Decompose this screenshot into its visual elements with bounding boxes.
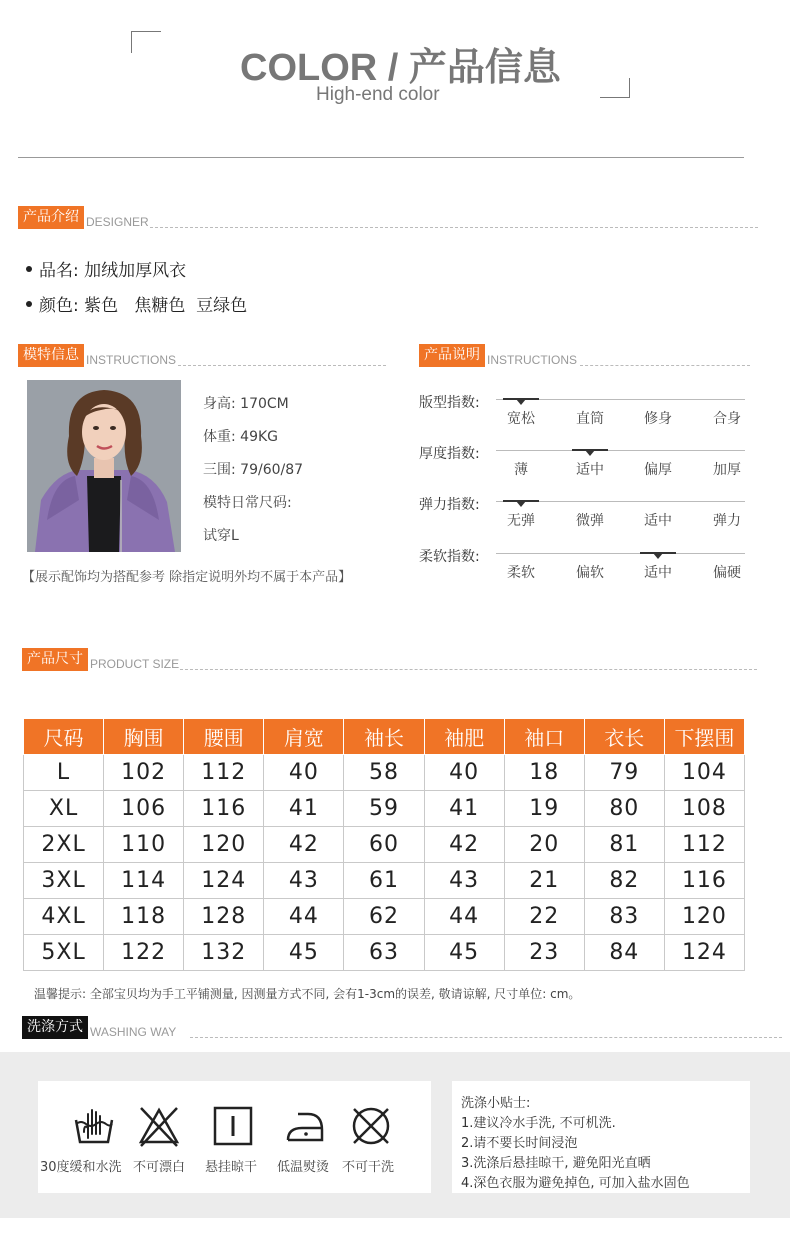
size-header-cell: 袖口: [504, 719, 584, 755]
index-title: 弹力指数:: [419, 497, 480, 513]
section-label: 产品说明: [419, 344, 485, 367]
section-divider: [178, 365, 386, 366]
size-cell: 23: [504, 935, 584, 971]
index-option: 薄: [514, 462, 528, 478]
index-option: 适中: [644, 513, 672, 529]
size-cell: 110: [104, 827, 184, 863]
model-photo: [27, 380, 181, 552]
section-label-en: PRODUCT SIZE: [90, 657, 180, 671]
section-divider: [190, 1037, 782, 1038]
wash-caption: 低温熨烫: [277, 1160, 330, 1175]
size-cell: XL: [24, 791, 104, 827]
size-cell: 114: [104, 863, 184, 899]
size-cell: 128: [184, 899, 264, 935]
index-option: 修身: [644, 411, 672, 427]
size-cell: 59: [344, 791, 424, 827]
size-cell: 84: [584, 935, 664, 971]
product-name-text: 品名: 加绒加厚风衣: [39, 261, 187, 281]
size-cell: 61: [344, 863, 424, 899]
index-option: 无弹: [507, 513, 535, 529]
index-scale-line: [496, 450, 745, 451]
size-cell: 44: [424, 899, 504, 935]
size-cell: 22: [504, 899, 584, 935]
model-height: 身高: 170CM: [203, 396, 289, 412]
size-cell: 2XL: [24, 827, 104, 863]
wash-tip-item: 4.深色衣服为避免掉色, 可加入盐水固色: [461, 1176, 690, 1191]
size-cell: 42: [264, 827, 344, 863]
table-row: [24, 935, 745, 971]
size-cell: 116: [664, 863, 744, 899]
table-row: [24, 791, 745, 827]
section-tag-wash: [22, 1016, 176, 1039]
corner-bracket-bottom-right: [600, 78, 630, 98]
size-cell: 42: [424, 827, 504, 863]
wash-tip-item: 2.请不要长时间浸泡: [461, 1136, 578, 1151]
index-option: 偏厚: [644, 462, 672, 478]
size-cell: 106: [104, 791, 184, 827]
size-cell: 21: [504, 863, 584, 899]
size-cell: 112: [664, 827, 744, 863]
size-cell: 122: [104, 935, 184, 971]
size-header-cell: 胸围: [104, 719, 184, 755]
size-cell: 118: [104, 899, 184, 935]
index-option: 柔软: [507, 565, 535, 581]
page-subtitle: High-end color: [316, 84, 440, 105]
size-cell: 45: [424, 935, 504, 971]
size-cell: 3XL: [24, 863, 104, 899]
section-divider: [580, 365, 750, 366]
index-pointer-icon: [653, 553, 663, 559]
size-cell: L: [24, 755, 104, 791]
size-header-cell: 袖肥: [424, 719, 504, 755]
model-weight: 体重: 49KG: [203, 429, 279, 445]
model-measurements: 三围: 79/60/87: [203, 462, 304, 478]
index-option: 直筒: [576, 411, 604, 427]
bullet-icon: [26, 301, 32, 307]
size-header-cell: 肩宽: [264, 719, 344, 755]
index-option: 合身: [713, 411, 741, 427]
size-cell: 43: [424, 863, 504, 899]
size-cell: 124: [664, 935, 744, 971]
size-cell: 44: [264, 899, 344, 935]
hand-wash-icon: [72, 1104, 116, 1152]
size-cell: 60: [344, 827, 424, 863]
size-cell: 58: [344, 755, 424, 791]
size-cell: 4XL: [24, 899, 104, 935]
size-cell: 18: [504, 755, 584, 791]
size-header-cell: 下摆围: [664, 719, 744, 755]
size-cell: 19: [504, 791, 584, 827]
table-row: [24, 863, 745, 899]
section-label-en: INSTRUCTIONS: [487, 353, 577, 367]
index-option: 微弹: [576, 513, 604, 529]
model-usual-size-label: 模特日常尺码:: [203, 495, 292, 511]
wash-caption: 不可漂白: [133, 1160, 186, 1175]
header-divider: [18, 157, 744, 158]
section-label-en: DESIGNER: [86, 215, 149, 229]
section-label: 产品介绍: [18, 206, 84, 229]
product-colors: [26, 291, 247, 316]
index-scale-line: [496, 553, 745, 554]
section-divider: [150, 227, 758, 228]
size-header-cell: 衣长: [584, 719, 664, 755]
size-table-body: [24, 755, 745, 971]
wash-caption: 不可干洗: [342, 1160, 395, 1175]
size-header-cell: 袖长: [344, 719, 424, 755]
size-cell: 40: [424, 755, 504, 791]
index-option: 偏硬: [713, 565, 741, 581]
wash-caption: 悬挂晾干: [205, 1160, 258, 1175]
size-header-cell: 尺码: [24, 719, 104, 755]
size-cell: 83: [584, 899, 664, 935]
table-row: [24, 755, 745, 791]
index-title: 柔软指数:: [419, 549, 480, 565]
section-divider: [180, 669, 757, 670]
size-cell: 41: [424, 791, 504, 827]
model-try-size: 试穿L: [203, 528, 239, 544]
low-iron-icon: [282, 1104, 326, 1152]
size-cell: 81: [584, 827, 664, 863]
product-colors-text: 颜色: 紫色 焦糖色 豆绿色: [39, 296, 248, 316]
size-cell: 62: [344, 899, 424, 935]
index-option: 加厚: [713, 462, 741, 478]
section-tag-size: [22, 648, 179, 671]
index-pointer-icon: [516, 501, 526, 507]
size-header-cell: 腰围: [184, 719, 264, 755]
section-label: 模特信息: [18, 344, 84, 367]
table-row: [24, 827, 745, 863]
wash-tip-item: 1.建议冷水手洗, 不可机洗.: [461, 1116, 616, 1131]
model-note: 【展示配饰均为搭配参考 除指定说明外均不属于本产品】: [22, 570, 352, 585]
size-cell: 45: [264, 935, 344, 971]
size-cell: 80: [584, 791, 664, 827]
no-dry-clean-icon: [349, 1104, 393, 1152]
index-pointer-icon: [585, 450, 595, 456]
table-row: [24, 899, 745, 935]
section-label-en: INSTRUCTIONS: [86, 353, 176, 367]
section-tag-intro: [18, 206, 149, 229]
wash-tip-item: 3.洗涤后悬挂晾干, 避免阳光直晒: [461, 1156, 651, 1171]
index-pointer-icon: [516, 399, 526, 405]
size-cell: 41: [264, 791, 344, 827]
size-cell: 120: [184, 827, 264, 863]
size-cell: 43: [264, 863, 344, 899]
size-cell: 112: [184, 755, 264, 791]
size-cell: 5XL: [24, 935, 104, 971]
size-tip: 温馨提示: 全部宝贝均为手工平铺测量, 因测量方式不同, 会有1-3cm的误差, 敬请谅解, 尺寸单位: cm。: [34, 987, 581, 1001]
index-title: 厚度指数:: [419, 446, 480, 462]
size-cell: 40: [264, 755, 344, 791]
index-option: 适中: [644, 565, 672, 581]
wash-caption: 30度缓和水洗: [40, 1160, 122, 1175]
section-label: 洗涤方式: [22, 1016, 88, 1039]
no-bleach-icon: [137, 1104, 181, 1152]
size-cell: 116: [184, 791, 264, 827]
size-cell: 20: [504, 827, 584, 863]
section-label: 产品尺寸: [22, 648, 88, 671]
size-cell: 63: [344, 935, 424, 971]
size-cell: 108: [664, 791, 744, 827]
index-option: 偏软: [576, 565, 604, 581]
corner-bracket-top-left: [131, 31, 161, 53]
section-tag-model: [18, 344, 176, 367]
index-option: 宽松: [507, 411, 535, 427]
bullet-icon: [26, 266, 32, 272]
size-cell: 82: [584, 863, 664, 899]
hang-dry-icon: [211, 1104, 255, 1152]
size-cell: 124: [184, 863, 264, 899]
size-table: [23, 718, 745, 971]
product-name: [26, 256, 186, 281]
size-cell: 120: [664, 899, 744, 935]
size-table-header: [24, 719, 745, 755]
section-tag-explain: [419, 344, 577, 367]
size-cell: 104: [664, 755, 744, 791]
size-cell: 79: [584, 755, 664, 791]
wash-tips-title: 洗涤小贴士:: [461, 1096, 531, 1111]
size-cell: 132: [184, 935, 264, 971]
section-label-en: WASHING WAY: [90, 1025, 177, 1039]
page-title: COLOR / 产品信息: [240, 47, 561, 89]
index-title: 版型指数:: [419, 395, 480, 411]
index-option: 适中: [576, 462, 604, 478]
size-cell: 102: [104, 755, 184, 791]
index-option: 弹力: [713, 513, 741, 529]
